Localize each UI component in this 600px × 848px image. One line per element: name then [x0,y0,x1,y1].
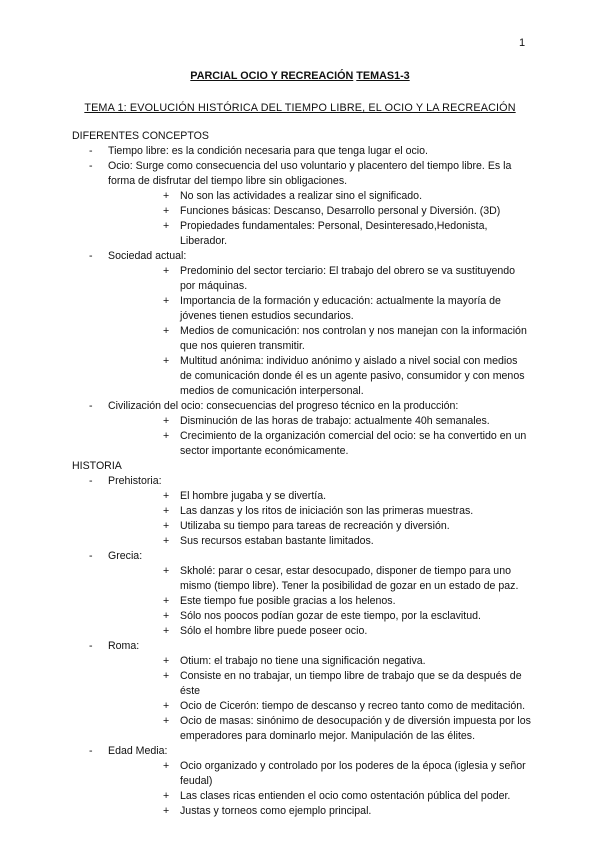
plus-bullet: + [163,415,170,427]
dash-bullet: - [89,745,93,757]
subtopic-item [108,414,532,429]
plus-bullet: + [163,700,170,712]
subtopic-item [108,714,532,744]
plus-bullet: + [163,520,170,532]
plus-bullet: + [163,610,170,622]
subtopic-text: Medios de comunicación: nos controlan y nos manejan con la información que nos quieren transmitir. [180,325,527,352]
topic-text: Civilización del ocio: consecuencias del progreso técnico en la producción: [108,400,459,412]
subtopic-item [108,204,532,219]
subtopic-item [108,609,532,624]
subtopic-item [108,564,532,594]
subtopic-list [144,189,532,249]
subtopic-item [108,504,532,519]
subtopic-text: Utilizaba su tiempo para tareas de recreación y diversión. [180,520,450,532]
plus-bullet: + [163,190,170,202]
subtopic-text: Importancia de la formación y educación: actualmente la mayoría de jóvenes tienen estudios secundarios. [180,295,501,322]
subtopic-item [108,519,532,534]
topic-text: Grecia: [108,550,143,562]
subtopic-item [108,429,532,459]
plus-bullet: + [163,565,170,577]
subtopic-item [108,264,532,294]
subtopic-list [144,489,532,549]
plus-bullet: + [163,295,170,307]
topic-item [72,159,532,249]
subtopic-list [144,759,532,819]
subtopic-text: Las clases ricas entienden el ocio como ostentación pública del poder. [180,790,511,802]
dash-bullet: - [89,250,93,262]
topic-list [72,144,532,459]
title-topics: TEMAS1-3 [356,70,410,82]
subtopic-text: Sus recursos estaban bastante limitados. [180,535,374,547]
plus-bullet: + [163,625,170,637]
subtopic-text: Las danzas y los ritos de iniciación son las primeras muestras. [180,505,474,517]
dash-bullet: - [89,145,93,157]
subtopic-text: Multitud anónima: individuo anónimo y aislado a nivel social con medios de comunicación donde él es un agente pasivo, consumidor y con menos medios de comunicación interpersonal. [180,355,525,397]
plus-bullet: + [163,490,170,502]
plus-bullet: + [163,655,170,667]
subtopic-text: Consiste en no trabajar, un tiempo libre de trabajo que se da después de éste [180,670,522,697]
subtopic-text: El hombre jugaba y se divertía. [180,490,327,502]
subtopic-text: Predominio del sector terciario: El trabajo del obrero se va sustituyendo por máquinas. [180,265,516,292]
plus-bullet: + [163,760,170,772]
plus-bullet: + [163,505,170,517]
plus-bullet: + [163,790,170,802]
topic-text: Sociedad actual: [108,250,187,262]
section-heading: DIFERENTES CONCEPTOS [72,130,209,142]
chapter-subtitle: TEMA 1: EVOLUCIÓN HISTÓRICA DEL TIEMPO LIBRE, EL OCIO Y LA RECREACIÓN [84,102,516,114]
subtopic-item [108,594,532,609]
subtopic-item [108,804,532,819]
subtopic-list [144,564,532,639]
plus-bullet: + [163,805,170,817]
subtopic-item [108,759,532,789]
plus-bullet: + [163,325,170,337]
topic-item [72,549,532,639]
plus-bullet: + [163,595,170,607]
topic-text: Roma: [108,640,140,652]
subtopic-text: No son las actividades a realizar sino el significado. [180,190,423,202]
topic-text: Prehistoria: [108,475,162,487]
plus-bullet: + [163,265,170,277]
subtopic-list [144,414,532,459]
plus-bullet: + [163,670,170,682]
topic-item [72,144,532,159]
topic-text: Ocio: Surge como consecuencia del uso voluntario y placentero del tiempo libre. Es la forma de disfrutar del tiempo libre sin obligaciones. [108,160,512,187]
topic-item [72,474,532,549]
subtopic-item [108,219,532,249]
dash-bullet: - [89,400,93,412]
subtopic-text: Justas y torneos como ejemplo principal. [180,805,372,817]
title-main: PARCIAL OCIO Y RECREACIÓN [190,70,354,82]
subtopic-list [144,654,532,744]
subtopic-item [108,699,532,714]
topic-text: Edad Media: [108,745,168,757]
page-number: 1 [519,37,526,49]
subtopic-text: Ocio organizado y controlado por los poderes de la época (iglesia y señor feudal) [180,760,526,787]
subtopic-item [108,189,532,204]
subtopic-item [108,294,532,324]
plus-bullet: + [163,430,170,442]
subtopic-item [108,669,532,699]
plus-bullet: + [163,535,170,547]
subtopic-item [108,654,532,669]
subtopic-item [108,789,532,804]
subtopic-text: Propiedades fundamentales: Personal, Desinteresado,Hedonista, Liberador. [180,220,488,247]
subtopic-list [144,264,532,399]
dash-bullet: - [89,160,93,172]
topic-list [72,474,532,819]
plus-bullet: + [163,205,170,217]
topic-text: Tiempo libre: es la condición necesaria para que tenga lugar el ocio. [108,145,428,157]
subtopic-text: Crecimiento de la organización comercial del ocio: se ha convertido en un sector importante económicamente. [180,430,527,457]
subtopic-item [108,354,532,399]
topic-item [72,399,532,459]
subtopic-text: Disminución de las horas de trabajo: actualmente 40h semanales. [180,415,490,427]
subtopic-text: Funciones básicas: Descanso, Desarrollo personal y Diversión. (3D) [180,205,501,217]
subtopic-text: Otium: el trabajo no tiene una significación negativa. [180,655,426,667]
topic-item [72,639,532,744]
subtopic-item [108,534,532,549]
topic-item [72,249,532,399]
dash-bullet: - [89,475,93,487]
subtopic-text: Ocio de masas: sinónimo de desocupación y de diversión impuesta por los emperadores para dominarlo mejor. Manipulación de las élites. [180,715,531,742]
subtopic-text: Sólo nos poocos podían gozar de este tiempo, por la esclavitud. [180,610,481,622]
plus-bullet: + [163,715,170,727]
subtopic-text: Este tiempo fue posible gracias a los helenos. [180,595,396,607]
dash-bullet: - [89,640,93,652]
plus-bullet: + [163,355,170,367]
subtopic-item [108,489,532,504]
document-body [72,129,532,819]
topic-item [72,744,532,819]
document-title [0,69,600,84]
subtopic-item [108,624,532,639]
subtopic-item [108,324,532,354]
subtopic-text: Sólo el hombre libre puede poseer ocio. [180,625,368,637]
subtopic-text: Skholé: parar o cesar, estar desocupado, disponer de tiempo para uno mismo (tiempo libre). Tener la posibilidad de gozar en un estado de paz. [180,565,519,592]
plus-bullet: + [163,220,170,232]
section-heading: HISTORIA [72,460,122,472]
subtopic-text: Ocio de Cicerón: tiempo de descanso y recreo tanto como de meditación. [180,700,526,712]
dash-bullet: - [89,550,93,562]
